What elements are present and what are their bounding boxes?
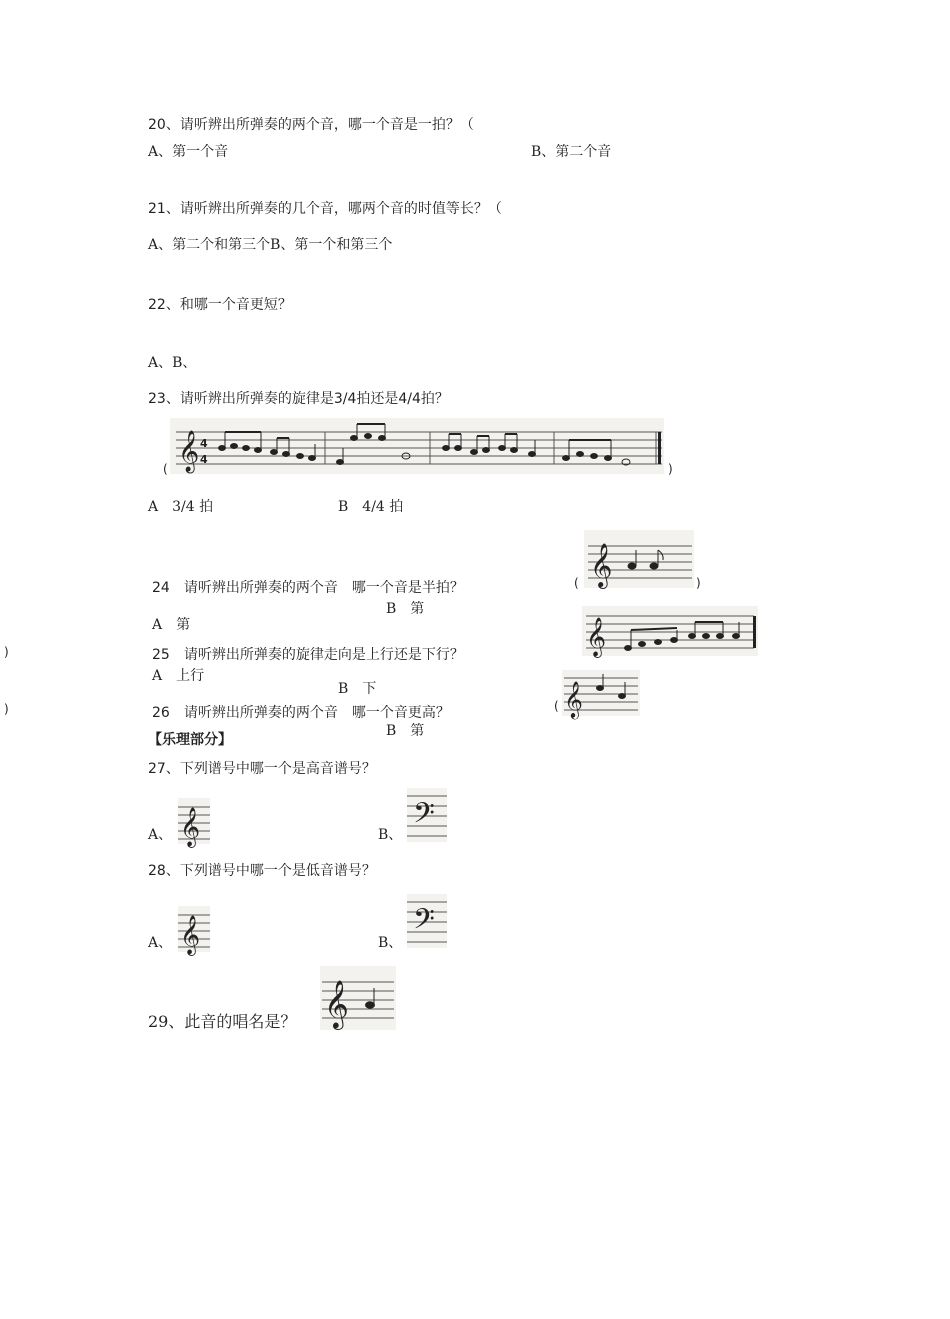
q23-option-a[interactable]: A 3/4 拍 xyxy=(148,499,214,515)
q26-left-paren: ) xyxy=(4,702,9,716)
q21-question: 21、请听辨出所弹奏的几个音，哪两个音的时值等长？（ xyxy=(148,201,502,217)
q28-question: 28、下列谱号中哪一个是低音谱号？ xyxy=(148,863,376,879)
q26-question: 26 请听辨出所弹奏的两个音 哪一个音更高？ xyxy=(152,705,450,721)
q28-option-a[interactable]: A、 xyxy=(148,935,173,951)
treble-clef-icon: 𝄞 xyxy=(586,617,607,657)
treble-clef-icon: 𝄞 xyxy=(180,915,201,955)
treble-clef-icon: 𝄞 xyxy=(180,807,201,847)
q20-option-b[interactable]: B、第二个音 xyxy=(531,144,612,160)
q25-score xyxy=(582,606,758,656)
q27-bass-clef[interactable] xyxy=(407,788,447,842)
svg-text:4: 4 xyxy=(200,437,208,450)
q26-paren-open: ( xyxy=(554,699,559,713)
q24-option-b[interactable]: B 第 xyxy=(386,601,425,617)
bass-clef-icon: 𝄢 xyxy=(413,903,435,943)
q27-option-b[interactable]: B、 xyxy=(378,827,403,843)
q29-question: 29、此音的唱名是？ xyxy=(148,1012,297,1031)
q24-score xyxy=(584,530,694,588)
q23-paren-close: ) xyxy=(668,462,673,476)
treble-clef-icon: 𝄞 xyxy=(590,543,613,587)
q27-option-a[interactable]: A、 xyxy=(148,827,173,843)
treble-clef-icon: 𝄞 xyxy=(324,979,349,1028)
svg-text:4: 4 xyxy=(200,453,208,466)
q25-question: 25 请听辨出所弹奏的旋律走向是上行还是下行？ xyxy=(152,647,464,663)
q28-option-b[interactable]: B、 xyxy=(378,935,403,951)
q27-question: 27、下列谱号中哪一个是高音谱号？ xyxy=(148,761,376,777)
bass-clef-icon: 𝄢 xyxy=(413,797,435,837)
q24-paren-close: ) xyxy=(696,576,701,590)
q23-paren-open: ( xyxy=(163,462,168,476)
q22-question: 22、和哪一个音更短？ xyxy=(148,297,292,313)
q25-option-b[interactable]: B 下 xyxy=(338,681,377,697)
q26-score xyxy=(562,670,640,716)
q20-option-a[interactable]: A、第一个音 xyxy=(148,144,229,160)
q23-question: 23、请听辨出所弹奏的旋律是3/4拍还是4/4拍？ xyxy=(148,391,449,407)
q29-score xyxy=(320,966,396,1030)
q24-paren-open: ( xyxy=(574,576,579,590)
treble-clef-icon: 𝄞 xyxy=(564,680,583,718)
q26-option-b[interactable]: B 第 xyxy=(386,723,425,739)
treble-clef-icon: 𝄞 xyxy=(178,431,200,472)
q20-question: 20、请听辨出所弹奏的两个音，哪一个音是一拍？（ xyxy=(148,117,474,133)
q28-bass-clef[interactable] xyxy=(407,894,447,948)
q27-treble-clef[interactable] xyxy=(178,798,210,847)
q23-option-b[interactable]: B 4/4 拍 xyxy=(338,499,404,515)
q22-options[interactable]: A、B、 xyxy=(148,355,197,371)
q23-melody-score xyxy=(170,418,664,474)
q25-left-paren: ) xyxy=(4,645,9,659)
q28-treble-clef[interactable] xyxy=(178,906,210,955)
section-title-theory: 【乐理部分】 xyxy=(148,732,232,748)
q25-option-a[interactable]: A 上行 xyxy=(152,668,205,684)
q24-option-a[interactable]: A 第 xyxy=(152,617,191,633)
q21-options[interactable]: A、第二个和第三个B、第一个和第三个 xyxy=(148,237,393,253)
q24-question: 24 请听辨出所弹奏的两个音 哪一个音是半拍？ xyxy=(152,580,464,596)
